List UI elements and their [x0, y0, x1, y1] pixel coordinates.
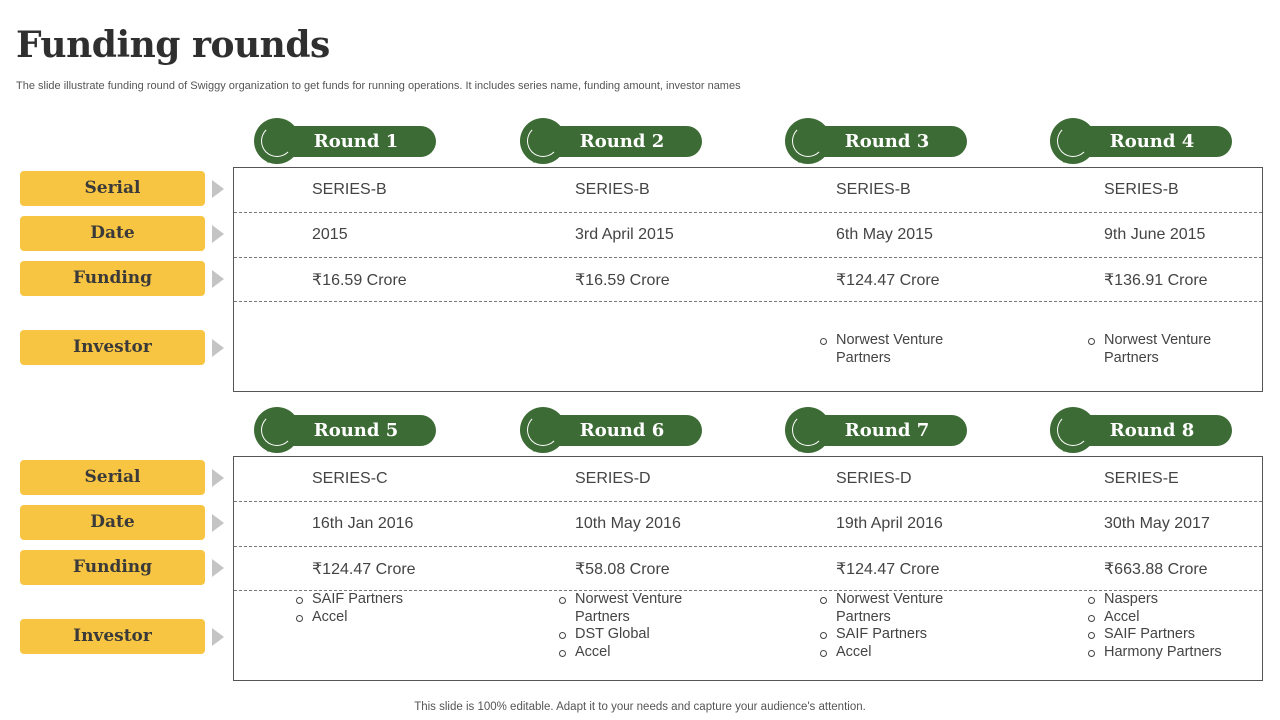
investor-list — [294, 591, 459, 626]
row-arrow-icon — [212, 270, 224, 288]
investor-list — [1086, 332, 1251, 367]
row-arrow-icon — [212, 469, 224, 487]
cell-date: 6th May 2015 — [836, 226, 933, 243]
cell-serial: SERIES-B — [575, 181, 650, 198]
investor-item: Accel — [818, 644, 983, 662]
round-badge-arc-icon — [792, 414, 824, 446]
row-label-date: Date — [20, 505, 205, 540]
investor-item: Norwest Venture Partners — [818, 591, 983, 626]
investor-list — [557, 591, 722, 661]
round-badge-pointer-icon — [795, 158, 803, 163]
row-arrow-icon — [212, 628, 224, 646]
row-arrow-icon — [212, 339, 224, 357]
investor-item: Norwest Venture Partners — [818, 332, 983, 367]
round-header — [1050, 118, 1240, 166]
investor-item: SAIF Partners — [1086, 626, 1251, 644]
round-badge-arc-icon — [261, 414, 293, 446]
investor-list — [818, 332, 983, 367]
round-badge-circle — [254, 118, 300, 164]
cell-funding: ₹663.88 Crore — [1104, 561, 1208, 578]
round-badge-pointer-icon — [264, 447, 272, 452]
investor-item: Harmony Partners — [1086, 644, 1251, 662]
round-title: Round 5 — [268, 415, 436, 446]
cell-serial: SERIES-C — [312, 470, 388, 487]
round-header — [254, 118, 444, 166]
round-title: Round 1 — [268, 126, 436, 157]
round-badge-pointer-icon — [1060, 447, 1068, 452]
investor-item: Naspers — [1086, 591, 1251, 609]
row-label-date: Date — [20, 216, 205, 251]
cell-funding: ₹58.08 Crore — [575, 561, 670, 578]
round-badge-pointer-icon — [530, 447, 538, 452]
page-title: Funding rounds — [16, 24, 330, 66]
funding-table — [233, 167, 1263, 392]
round-badge-circle — [785, 118, 831, 164]
cell-date: 19th April 2016 — [836, 515, 943, 532]
row-arrow-icon — [212, 225, 224, 243]
investor-item: Norwest Venture Partners — [1086, 332, 1251, 367]
round-header — [1050, 407, 1240, 455]
footer-note: This slide is 100% editable. Adapt it to your needs and capture your audience's attention. — [414, 701, 866, 713]
cell-funding: ₹16.59 Crore — [575, 272, 670, 289]
cell-serial: SERIES-D — [836, 470, 912, 487]
round-badge-pointer-icon — [530, 158, 538, 163]
round-badge-circle — [520, 118, 566, 164]
round-badge-circle — [785, 407, 831, 453]
round-header — [520, 118, 710, 166]
round-badge-circle — [1050, 407, 1096, 453]
cell-serial: SERIES-D — [575, 470, 651, 487]
round-header — [520, 407, 710, 455]
row-arrow-icon — [212, 559, 224, 577]
investor-item: Accel — [294, 609, 459, 627]
round-badge-circle — [520, 407, 566, 453]
row-divider — [234, 301, 1262, 302]
round-badge-circle — [1050, 118, 1096, 164]
row-label-serial: Serial — [20, 460, 205, 495]
investor-item: Accel — [1086, 609, 1251, 627]
round-badge-arc-icon — [792, 125, 824, 157]
investor-item: SAIF Partners — [294, 591, 459, 609]
row-divider — [234, 546, 1262, 547]
round-badge-arc-icon — [1057, 414, 1089, 446]
investor-list — [1086, 591, 1251, 661]
cell-funding: ₹124.47 Crore — [312, 561, 416, 578]
round-title: Round 2 — [534, 126, 702, 157]
investor-item: SAIF Partners — [818, 626, 983, 644]
cell-funding: ₹16.59 Crore — [312, 272, 407, 289]
cell-funding: ₹136.91 Crore — [1104, 272, 1208, 289]
round-badge-arc-icon — [527, 414, 559, 446]
row-divider — [234, 501, 1262, 502]
round-badge-pointer-icon — [795, 447, 803, 452]
row-arrow-icon — [212, 514, 224, 532]
round-badge-arc-icon — [261, 125, 293, 157]
cell-date: 30th May 2017 — [1104, 515, 1210, 532]
investor-item: DST Global — [557, 626, 722, 644]
investor-list — [818, 591, 983, 661]
round-badge-arc-icon — [527, 125, 559, 157]
row-label-investor: Investor — [20, 330, 205, 365]
cell-date: 3rd April 2015 — [575, 226, 674, 243]
round-badge-arc-icon — [1057, 125, 1089, 157]
row-label-funding: Funding — [20, 261, 205, 296]
round-badge-pointer-icon — [1060, 158, 1068, 163]
round-title: Round 8 — [1064, 415, 1232, 446]
row-arrow-icon — [212, 180, 224, 198]
cell-serial: SERIES-B — [312, 181, 387, 198]
page-subtitle: The slide illustrate funding round of Swiggy organization to get funds for running operations. It includes series name, funding amount, investor names — [16, 80, 741, 92]
funding-table — [233, 456, 1263, 681]
round-title: Round 6 — [534, 415, 702, 446]
cell-date: 16th Jan 2016 — [312, 515, 414, 532]
investor-item: Accel — [557, 644, 722, 662]
round-header — [254, 407, 444, 455]
row-divider — [234, 257, 1262, 258]
round-header — [785, 407, 975, 455]
row-label-funding: Funding — [20, 550, 205, 585]
cell-date: 9th June 2015 — [1104, 226, 1206, 243]
row-label-serial: Serial — [20, 171, 205, 206]
row-divider — [234, 212, 1262, 213]
round-badge-pointer-icon — [264, 158, 272, 163]
cell-funding: ₹124.47 Crore — [836, 561, 940, 578]
round-header — [785, 118, 975, 166]
round-title: Round 7 — [799, 415, 967, 446]
round-title: Round 4 — [1064, 126, 1232, 157]
cell-serial: SERIES-B — [1104, 181, 1179, 198]
round-title: Round 3 — [799, 126, 967, 157]
row-label-investor: Investor — [20, 619, 205, 654]
round-badge-circle — [254, 407, 300, 453]
investor-item: Norwest Venture Partners — [557, 591, 722, 626]
cell-date: 10th May 2016 — [575, 515, 681, 532]
cell-serial: SERIES-B — [836, 181, 911, 198]
cell-date: 2015 — [312, 226, 348, 243]
cell-funding: ₹124.47 Crore — [836, 272, 940, 289]
cell-serial: SERIES-E — [1104, 470, 1179, 487]
